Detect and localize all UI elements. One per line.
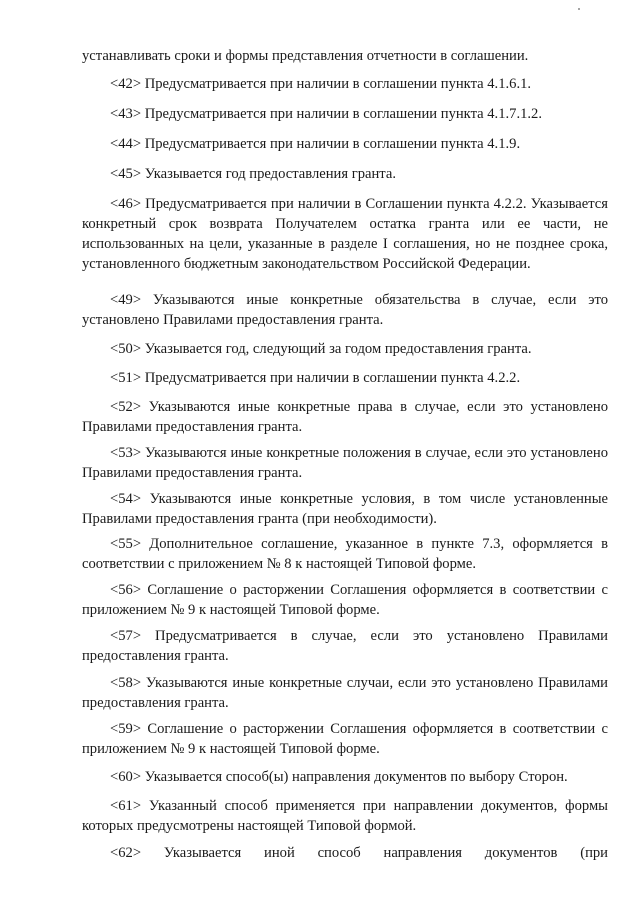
footnote-49: <49> Указываются иные конкретные обязательства в случае, если это установлено Правилами предоставления гранта. xyxy=(82,292,608,328)
footnote-51: <51> Предусматривается при наличии в соглашении пункта 4.2.2. xyxy=(110,370,521,386)
block-intro xyxy=(82,46,608,66)
footnote-42: <42> Предусматривается при наличии в соглашении пункта 4.1.6.1. xyxy=(110,76,532,92)
footnote-62: <62> Указывается иной способ направления документов (при xyxy=(110,845,608,861)
scan-speck xyxy=(578,8,580,10)
footnote-56: <56> Соглашение о расторжении Соглашения оформляется в соответствии с приложением № 9 к настоящей Типовой форме. xyxy=(82,582,608,618)
footnote-52: <52> Указываются иные конкретные права в случае, если это установлено Правилами предоставления гранта. xyxy=(82,399,608,435)
block-46 xyxy=(82,194,608,274)
footnote-43: <43> Предусматривается при наличии в соглашении пункта 4.1.7.1.2. xyxy=(110,106,542,122)
footnote-53: <53> Указываются иные конкретные положения в случае, если это установлено Правилами предоставления гранта. xyxy=(82,445,608,481)
block-51 xyxy=(82,368,608,388)
block-45 xyxy=(82,164,608,184)
block-43 xyxy=(82,104,608,124)
block-44 xyxy=(82,134,608,154)
block-55 xyxy=(82,534,608,574)
footnote-58: <58> Указываются иные конкретные случаи, если это установлено Правилами предоставления гранта. xyxy=(82,675,608,711)
block-53 xyxy=(82,443,608,483)
block-54 xyxy=(82,489,608,529)
footnote-61: <61> Указанный способ применяется при направлении документов, формы которых предусмотрены настоящей Типовой формой. xyxy=(82,798,608,834)
footnote-46: <46> Предусматривается при наличии в Соглашении пункта 4.2.2. Указывается конкретный срок возврата Получателем остатка гранта или ее части, не использованных на цели, указанные в разделе I соглашения, но не позднее срока, установленного бюджетным законодательством Российской Федерации. xyxy=(82,196,608,272)
footnote-57: <57> Предусматривается в случае, если это установлено Правилами предоставления гранта. xyxy=(82,628,608,664)
paragraph-continuation: устанавливать сроки и формы представления отчетности в соглашении. xyxy=(82,48,529,64)
block-62 xyxy=(82,843,608,863)
footnote-60: <60> Указывается способ(ы) направления документов по выбору Сторон. xyxy=(110,769,568,785)
block-61 xyxy=(82,796,608,836)
block-52 xyxy=(82,397,608,437)
block-49 xyxy=(82,290,608,330)
block-59 xyxy=(82,719,608,759)
block-60 xyxy=(82,767,608,787)
block-58 xyxy=(82,673,608,713)
footnote-44: <44> Предусматривается при наличии в соглашении пункта 4.1.9. xyxy=(110,136,521,152)
footnote-55: <55> Дополнительное соглашение, указанное в пункте 7.3, оформляется в соответствии с приложением № 8 к настоящей Типовой форме. xyxy=(82,536,608,572)
block-57 xyxy=(82,626,608,666)
footnote-45: <45> Указывается год предоставления гранта. xyxy=(110,166,396,182)
footnote-50: <50> Указывается год, следующий за годом предоставления гранта. xyxy=(110,341,532,357)
block-56 xyxy=(82,580,608,620)
footnote-59: <59> Соглашение о расторжении Соглашения оформляется в соответствии с приложением № 9 к настоящей Типовой форме. xyxy=(82,721,608,757)
block-50 xyxy=(82,339,608,359)
footnote-54: <54> Указываются иные конкретные условия, в том числе установленные Правилами предоставления гранта (при необходимости). xyxy=(82,491,608,527)
block-42 xyxy=(82,74,608,94)
